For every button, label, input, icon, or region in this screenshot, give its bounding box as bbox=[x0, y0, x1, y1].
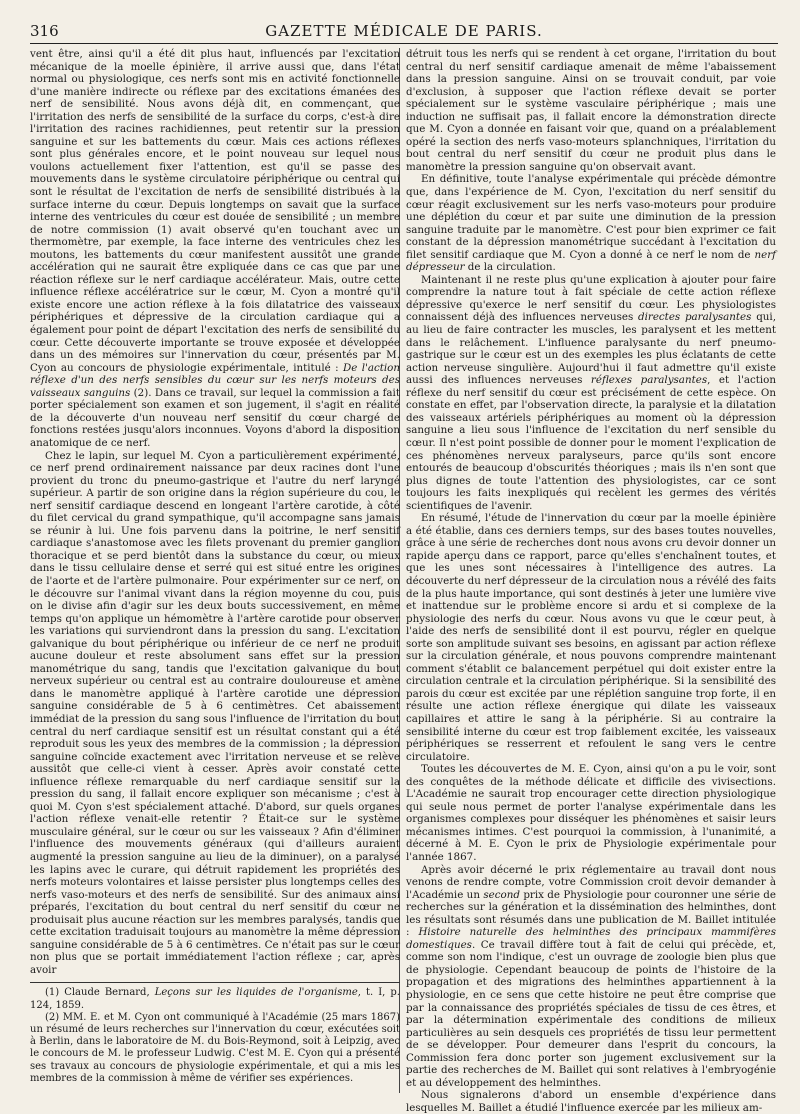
footnotes bbox=[30, 987, 400, 1085]
paragraph: Nous signalerons d'abord un ensemble d'expérience dans lesquelles M. Baillet a étudié l'influence exercée par les milieux am- bbox=[406, 1089, 776, 1114]
paragraph: Maintenant il ne reste plus qu'une explication à ajouter pour faire comprendre la nature tout à fait spéciale de cette action réflexe dépressive qu'exerce le nerf sensitif du cœur. Les physiologistes connaissent déjà des influences nerveuses directes paralysantes qui, au lieu de faire contracter les muscles, les paralysent et les mettent dans le relâchement. L'influence paralysante du nerf pneumo-gastrique sur le cœur est un des exemples les plus éclatants de cette action nerveuse singulière. Aujourd'hui il faut admettre qu'il existe aussi des influences nerveuses réflexes paralysantes, et l'action réflexe du nerf sensitif du cœur est précisément de cette espèce. On constate en effet, par l'observation directe, la paralysie et la dilatation des vaisseaux artériels périphériques au moment où la dépression sanguine a lieu sous l'influence de l'excitation du nerf sensible du cœur. Il n'est point possible de donner pour le moment l'explication de ces phénomènes nerveux paralyseurs, parce qu'ils sont encore entourés de beaucoup d'obscurités théoriques ; mais ils n'en sont que plus dignes de toute l'attention des physiologistes, car ce sont toujours les faits inexpliqués qui recèlent les germes des vérités scientifiques de l'avenir. bbox=[406, 273, 776, 512]
paragraph: Chez le lapin, sur lequel M. Cyon a particulièrement expérimenté, ce nerf prend ordinairement naissance par deux racines dont l'une provient du tronc du pneumo-gastrique et l'autre du nerf laryngé supérieur. A partir de son origine dans la région supérieure du cou, le nerf sensitif cardiaque descend en longeant l'artère carotide, à côté du filet cervical du grand sympathique, qu'il accompagne sans jamais se réunir à lui. Une fois parvenu dans la poitrine, le nerf sensitif cardiaque s'anastomose avec les filets provenant du premier ganglion thoracique et se perd bientôt dans la substance du cœur, ou mieux dans le tissu cellulaire dense et serré qui est situé entre les origines de l'aorte et de l'artère pulmonaire. Pour expérimenter sur ce nerf, on le découvre sur l'animal vivant dans la région moyenne du cou, puis on le divise afin d'agir sur les deux bouts successivement, en même temps qu'on applique un hémomètre à l'artère carotide pour observer les variations qui surviendront dans la pression du sang. L'excitation galvanique du bout périphérique ou inférieur de ce nerf ne produit aucune douleur et reste absolument sans effet sur la pression manométrique du sang, tandis que l'excitation galvanique du bout nerveux supérieur ou central est au contraire douloureuse et amène dans le manomètre appliqué à l'artère carotide une dépression sanguine considérable de 5 à 6 centimètres. Cet abaissement immédiat de la pression du sang sous l'influence de l'irritation du bout central du nerf cardiaque sensitif est un résultat constant qui a été reproduit sous les yeux des membres de la commission ; la dépression sanguine coïncide exactement avec l'irritation nerveuse et se relève aussitôt que celle-ci vient à cesser. Après avoir constaté cette influence réflexe remarquable du nerf cardiaque sensitif sur la pression du sang, il fallait encore expliquer son mécanisme ; c'est à quoi M. Cyon s'est spécialement attaché. D'abord, sur quels organes l'action réflexe venait-elle retentir ? Était-ce sur le système musculaire général, sur le cœur ou sur les vaisseaux ? Afin d'éliminer l'influence des mouvements généraux (qui d'ailleurs auraient augmenté la pression sanguine au lieu de la diminuer), on a paralysé les lapins avec le curare, qui détruit rapidement les propriétés des nerfs moteurs volontaires et laisse persister plus longtemps celles des nerfs vaso-moteurs et des nerfs de sensibilité. Sur des animaux ainsi préparés, l'excitation du bout central du nerf sensitif du cœur ne produisait plus aucune réaction sur les membres paralysés, tandis que cette excitation traduisait toujours au manomètre la même dépression sanguine considérable de 5 à 6 centimètres. Ce n'était pas sur le cœur non plus que se portait immédiatement l'action réflexe ; car, après avoir bbox=[30, 449, 400, 976]
right-column bbox=[406, 48, 777, 1114]
header-rule bbox=[30, 43, 778, 44]
page-number: 316 bbox=[30, 22, 59, 40]
footnote-2: (2) MM. E. et M. Cyon ont communiqué à l'Académie (25 mars 1867) un résumé de leurs recherches sur l'innervation du cœur, exécutées soit à Berlin, dans le laboratoire de M. du Bois-Reymond, soit à Leipzig, avec le concours de M. le professeur Ludwig. C'est M. E. Cyon qui a présenté ses travaux au concours de physiologie expérimentale, et qui a mis les membres de la commission à même de vérifier ses expériences. bbox=[30, 1011, 400, 1084]
left-column bbox=[30, 48, 400, 1088]
paragraph: Après avoir décerné le prix réglementaire au travail dont nous venons de rendre compte, votre Commission croit devoir demander à l'Académie un second prix de Physiologie pour couronner une série de recherches sur la génération et la dissémination des helminthes, dont les résultats sont résumés dans une publication de M. Baillet intitulée : Histoire naturelle des helminthes des principaux mammifères domestiques. Ce travail diffère tout à fait de celui qui précède, et, comme son nom l'indique, c'est un ouvrage de zoologie bien plus que de physiologie. Cependant beaucoup de points de l'histoire de la propagation et des migrations des helminthes appartiennent à la physiologie, en ce sens que cette histoire ne peut être comprise que par la connaissance des propriétés spéciales de tissu de ces êtres, et par la détermination expérimentale des conditions de milieux particulières au sein desquels ces propriétés de tissu leur permettent de se développer. Pour demeurer dans l'esprit du concours, la Commission fera donc porter son jugement exclusivement sur la partie des recherches de M. Baillet qui sont relatives à l'embryogénie et au développement des helminthes. bbox=[406, 863, 777, 1089]
paragraph: En définitive, toute l'analyse expérimentale qui précède démontre que, dans l'expérience de M. Cyon, l'excitation du nerf sensitif du cœur réagit exclusivement sur les nerfs vaso-moteurs pour produire une déplétion du cœur et par suite une diminution de la pression sanguine traduite par le manomètre. C'est pour bien exprimer ce fait constant de la dépression manométrique succédant à l'excitation du filet sensitif cardiaque que M. Cyon a donné à ce nerf le nom de nerf dépresseur de la circulation. bbox=[406, 173, 776, 274]
footnote-1: (1) Claude Bernard, Leçons sur les liquides de l'organisme, t. I, p. 124, 1859. bbox=[30, 987, 400, 1011]
running-head: GAZETTE MÉDICALE DE PARIS. bbox=[265, 22, 543, 40]
footnote-rule bbox=[30, 982, 400, 983]
paragraph: vent être, ainsi qu'il a été dit plus haut, influencés par l'excitation mécanique de la moelle épinière, il arrive aussi que, dans l'état normal ou physiologique, ces nerfs sont mis en activité fonctionnelle d'une manière indirecte ou réflexe par des excitations émanées des nerf de sensibilité. Nous avons déjà dit, en commençant, que l'irritation des nerfs de sensibilité de la surface du corps, c'est-à dire l'irritation des racines rachidiennes, peut retentir sur la pression sanguine et sur les battements du cœur. Mais ces actions réflexes sont plus générales encore, et le point nouveau sur lequel nous voulons actuellement fixer l'attention, est qu'il se passe des mouvements dans le système circulatoire périphérique ou central qui sont le résultat de l'excitation de nerfs de sensibilité distribués à la surface interne du cœur. Depuis longtemps on savait que la surface interne des ventricules du cœur est douée de sensibilité ; un membre de notre commission (1) avait observé qu'en touchant avec un thermomètre, par exemple, la face interne des ventricules chez les moutons, les battements du cœur manifestent aussitôt une grande accélération qui ne saurait être expliquée dans ce cas que par une réaction réflexe sur le nerf cardiaque accélérateur. Mais, outre cette influence réflexe accélératrice sur le cœur, M. Cyon a montré qu'il existe encore une action réflexe à la fois dilatatrice des vaisseaux périphériques et dépressive de la circulation cardiaque qui a également pour point de départ l'excitation des nerfs de sensibilité du cœur. Cette découverte importante se trouve exposée et développée dans un des mémoires sur l'innervation du cœur, présentés par M. Cyon au concours de physiologie expérimentale, intitulé : De l'action réflexe d'un des nerfs sensibles du cœur sur les nerfs moteurs des vaisseaux sanguins (2). Dans ce travail, sur lequel la commission a fait porter spécialement son examen et son jugement, il s'agit en réalité de la découverte d'un nouveau nerf sensitif du cœur chargé de fonctions restées jusqu'alors inconnues. Voyons d'abord la disposition anatomique de ce nerf. bbox=[30, 48, 400, 449]
memoir-title: De l'action réflexe d'un des nerfs sensibles du cœur sur les nerfs moteurs des vaisseaux sanguins bbox=[30, 361, 400, 399]
paragraph: Toutes les découvertes de M. E. Cyon, ainsi qu'on a pu le voir, sont des conquêtes de la méthode délicate et difficile des vivisections. L'Académie ne saurait trop encourager cette direction physiologique qui seule nous permet de porter l'analyse expérimentale dans les organismes complexes pour disséquer les phénomènes et saisir leurs mécanismes intimes. C'est pourquoi la commission, à l'unanimité, a décerné à M. E. Cyon le prix de Physiologie expérimentale pour l'année 1867. bbox=[406, 763, 776, 863]
paragraph: détruit tous les nerfs qui se rendent à cet organe, l'irritation du bout central du nerf sensitif cardiaque amenait de même l'abaissement dans la pression sanguine. Ainsi on se trouvait conduit, par voie d'exclusion, à supposer que l'action réflexe devait se porter spécialement sur le système vasculaire périphérique ; mais une induction ne suffisait pas, il fallait encore la démonstration directe que M. Cyon a donnée en faisant voir que, quand on a préalablement opéré la section des nerfs vaso-moteurs splanchniques, l'irritation du bout central du nerf sensitif du cœur ne produit plus dans le manomètre la pression sanguine qu'on observait avant. bbox=[406, 48, 776, 173]
page-header bbox=[30, 22, 778, 44]
paragraph: En résumé, l'étude de l'innervation du cœur par la moelle épinière a été établie, dans ces derniers temps, sur des bases toutes nouvelles, grâce à une série de recherches dont nous avons cru devoir donner un rapide aperçu dans ce rapport, parce qu'elles s'enchaînent toutes, et que les unes sont nécessaires à l'intelligence des autres. La découverte du nerf dépresseur de la circulation nous a révélé des faits de la plus haute importance, qui sont destinés à jeter une lumière vive et inattendue sur le problème encore si ardu et si complexe de la physiologie des nerfs du cœur. Nous avons vu que le cœur peut, à l'aide des nerfs de sensibilité dont il est pourvu, régler en quelque sorte son amplitude suivant ses besoins, en agissant par action réflexe sur la circulation générale, et nous pouvons comprendre maintenant comment s'établit ce balancement perpétuel qui doit exister entre la circulation centrale et la circulation périphérique. Si la sensibilité des parois du cœur est excitée par une réplétion sanguine trop forte, il en résulte une action réflexe énergique qui dilate les vaisseaux capillaires et attire le sang à la périphérie. Si au contraire la sensibilité interne du cœur est trop faiblement excitée, les vaisseaux périphériques se resserrent et refoulent le sang vers le centre circulatoire. bbox=[406, 512, 776, 763]
